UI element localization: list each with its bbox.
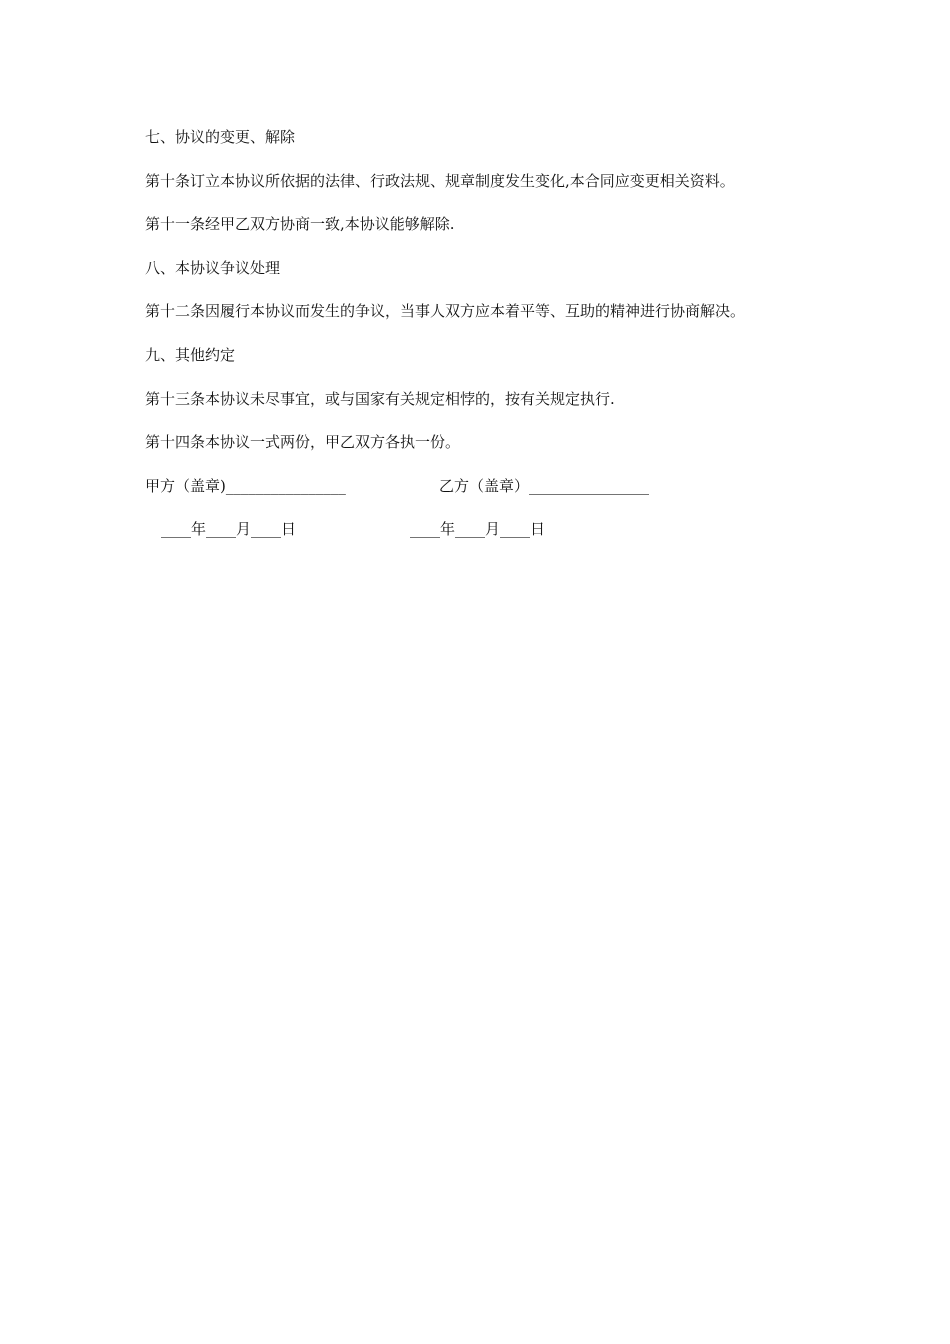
party-b-signature: 乙方（盖章）________________ xyxy=(439,476,650,495)
document-content xyxy=(145,127,825,539)
article-10: 第十条订立本协议所依据的法律、行政法规、规章制度发生变化,本合同应变更相关资料。 xyxy=(145,171,735,190)
article-11: 第十一条经甲乙双方协商一致,本协议能够解除. xyxy=(145,215,455,234)
party-a-signature: 甲方（盖章)________________ xyxy=(145,476,346,495)
section-8-heading: 八、本协议争议处理 xyxy=(145,258,281,277)
article-14: 第十四条本协议一式两份，甲乙双方各执一份。 xyxy=(145,433,461,452)
section-7-heading: 七、协议的变更、解除 xyxy=(145,128,296,146)
article-12: 第十二条因履行本协议而发生的争议，当事人双方应本着平等、互助的精神进行协商解决。 xyxy=(145,302,746,321)
signature-row xyxy=(145,476,825,496)
section-9-heading: 九、其他约定 xyxy=(145,345,236,364)
date-row xyxy=(145,519,825,539)
party-a-date: ____年____月____日 xyxy=(161,520,297,539)
article-13: 第十三条本协议未尽事宜，或与国家有关规定相悖的，按有关规定执行. xyxy=(145,389,615,408)
party-b-date: ____年____月____日 xyxy=(410,520,546,539)
